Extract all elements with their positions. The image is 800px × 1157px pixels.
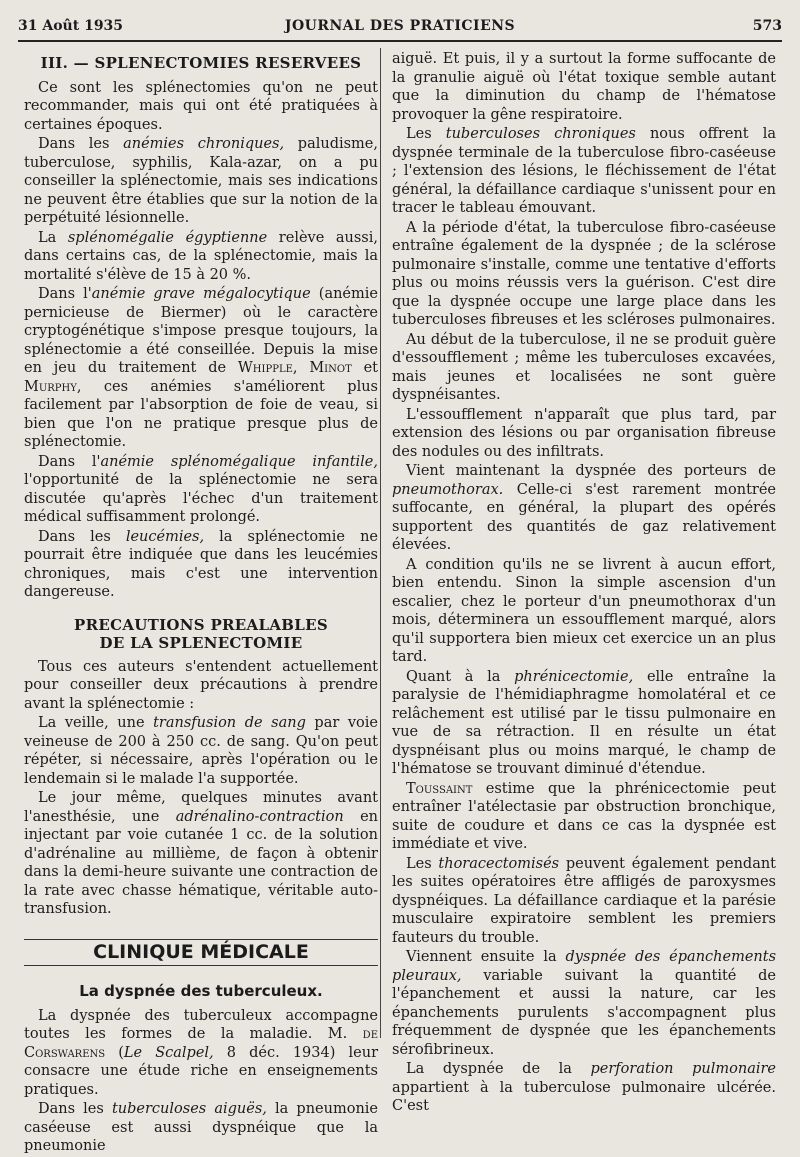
paragraph: Au début de la tuberculose, il ne se produit guère d'essoufflement ; même les tuberculoses excavées, mais jeunes et localisées ne sont guère dyspnéisantes.: [392, 331, 776, 403]
issue-date: 31 Août 1935: [18, 18, 124, 34]
paragraph: Dans l'anémie grave mégalocytique (anémie pernicieuse de Biermer) où le caractère cryptogénétique s'impose presque toujours, la splénectomie a été conseillée. Depuis la mise en jeu du traitement de Whipple, Minot et Murphy, ces anémies s'améliorent plus facilement par l'absorption de foie de veau, si bien que l'on ne pratique presque plus de splénectomie.: [24, 286, 378, 450]
paragraph: Les tuberculoses chroniques nous offrent la dyspnée terminale de la tuberculose fibro-caséeuse ; l'extension des lésions, le fléchissement de l'état général, la défaillance cardiaque s'unissent pour en tracer le tableau émouvant.: [392, 126, 776, 216]
section-title-precautions: PRECAUTIONS PREALABLES DE LA SPLENECTOMIE: [74, 615, 328, 652]
column-divider: [380, 48, 381, 1038]
page-header: [18, 14, 782, 38]
rubric-title: CLINIQUE MÉDICALE: [24, 939, 378, 967]
right-column: [392, 50, 776, 1117]
paragraph: Dans les leucémies, la splénectomie ne pourrait être indiquée que dans les leucémies chroniques, mais c'est une intervention dangereuse.: [24, 528, 378, 600]
paragraph: La splénomégalie égyptienne relève aussi, dans certains cas, de la splénectomie, mais la mortalité s'élève de 15 à 20 %.: [24, 229, 378, 283]
paragraph: Vient maintenant la dyspnée des porteurs de pneumothorax. Celle-ci s'est rarement montrée suffocante, en général, la plupart des opérés supportent des quantités de gaz relativement élevées.: [392, 463, 776, 553]
paragraph: Dans les tuberculoses aiguës, la pneumonie caséeuse est aussi dyspnéique que la pneumonie: [24, 1101, 378, 1154]
paragraph: Viennent ensuite la dyspnée des épanchements pleuraux, variable suivant la quantité de l'épanchement et aussi la nature, car les épanchements purulents s'accompagnent plus fréquemment de dyspnée que les épanchements sérofibrineux.: [392, 949, 777, 1058]
paragraph: Quant à la phrénicectomie, elle entraîne la paralysie de l'hémidiaphragme homolatéral et ce relâchement est utilisé par le tissu pulmonaire en vue de sa rétraction. Il en résulte un état dyspnéisant plus ou moins marqué, le champ de l'hématose se trouvant diminué d'étendue.: [392, 668, 776, 777]
paragraph: La dyspnée de la perforation pulmonaire appartient à la tuberculose pulmonaire ulcérée. C'est: [392, 1061, 776, 1114]
section-title-splenectomies: III. — SPLENECTOMIES RESERVEES: [40, 54, 362, 72]
journal-title: JOURNAL DES PRATICIENS: [284, 18, 516, 34]
paragraph: Tous ces auteurs s'entendent actuellement pour conseiller deux précautions à prendre avant la splénectomie :: [24, 658, 378, 712]
paragraph: L'essoufflement n'apparaît que plus tard, par extension des lésions ou par organisation fibreuse des nodules ou des infiltrats.: [392, 406, 776, 460]
paragraph: Ce sont les splénectomies qu'on ne peut recommander, mais qui ont été pratiquées à certaines époques.: [24, 79, 378, 133]
page-number: 573: [752, 18, 782, 34]
paragraph: aiguë. Et puis, il y a surtout la forme suffocante de la granulie aiguë où l'état toxique semble autant que la diminution du champ de l'hématose provoquer la gêne respiratoire.: [392, 51, 776, 123]
paragraph: La veille, une transfusion de sang par voie veineuse de 200 à 250 cc. de sang. Qu'on peut répéter, si nécessaire, après l'opération ou le lendemain si le malade l'a supportée.: [24, 715, 378, 787]
paragraph: Le jour même, quelques minutes avant l'anesthésie, une adrénalino-contraction en injectant par voie cutanée 1 cc. de la solution d'adrénaline au millième, de façon à obtenir dans la demi-heure suivante une contraction de la rate avec chasse hématique, véritable auto-transfusion.: [24, 790, 379, 917]
left-column: [24, 50, 378, 1157]
paragraph: La dyspnée des tuberculeux accompagne toutes les formes de la maladie. M. de Corswarens (Le Scalpel, 8 déc. 1934) leur consacre une étude riche en enseignements pratiques.: [24, 1007, 378, 1098]
paragraph: Dans l'anémie splénomégalique infantile, l'opportunité de la splénectomie ne sera discutée qu'après l'échec d'un traitement médical suffisamment prolongé.: [24, 453, 378, 525]
paragraph: A condition qu'ils ne se livrent à aucun effort, bien entendu. Sinon la simple ascension d'un escalier, chez le porteur d'un pneumothorax d'un mois, déterminera un essoufflement marqué, alors qu'il supportera bien mieux cet exercice un an plus tard.: [392, 556, 776, 665]
article-title: La dyspnée des tuberculeux.: [79, 982, 323, 1000]
paragraph: Dans les anémies chroniques, paludisme, tuberculose, syphilis, Kala-azar, on a pu conseiller la splénectomie, mais ses indications ne peuvent être établies que sur la notion de la perpétuité lésionnelle.: [24, 136, 378, 226]
paragraph: A la période d'état, la tuberculose fibro-caséeuse entraîne également de la dyspnée ; de la sclérose pulmonaire s'installe, comme une tentative d'efforts plus ou moins réussis vers la guérison. C'est dire que la dyspnée occupe une large place dans les tuberculoses fibreuses et les scléroses pulmonaires.: [392, 219, 776, 328]
paragraph: Les thoracectomisés peuvent également pendant les suites opératoires être affligés de paroxysmes dyspnéiques. La défaillance cardiaque et la parésie musculaire expiratoire semblent les premiers fauteurs du trouble.: [392, 855, 777, 946]
paragraph: Toussaint estime que la phrénicectomie peut entraîner l'atélectasie par obstruction bronchique, suite de coudure et dans ce cas la dyspnée est immédiate et vive.: [392, 780, 776, 852]
header-rule: [18, 40, 782, 42]
